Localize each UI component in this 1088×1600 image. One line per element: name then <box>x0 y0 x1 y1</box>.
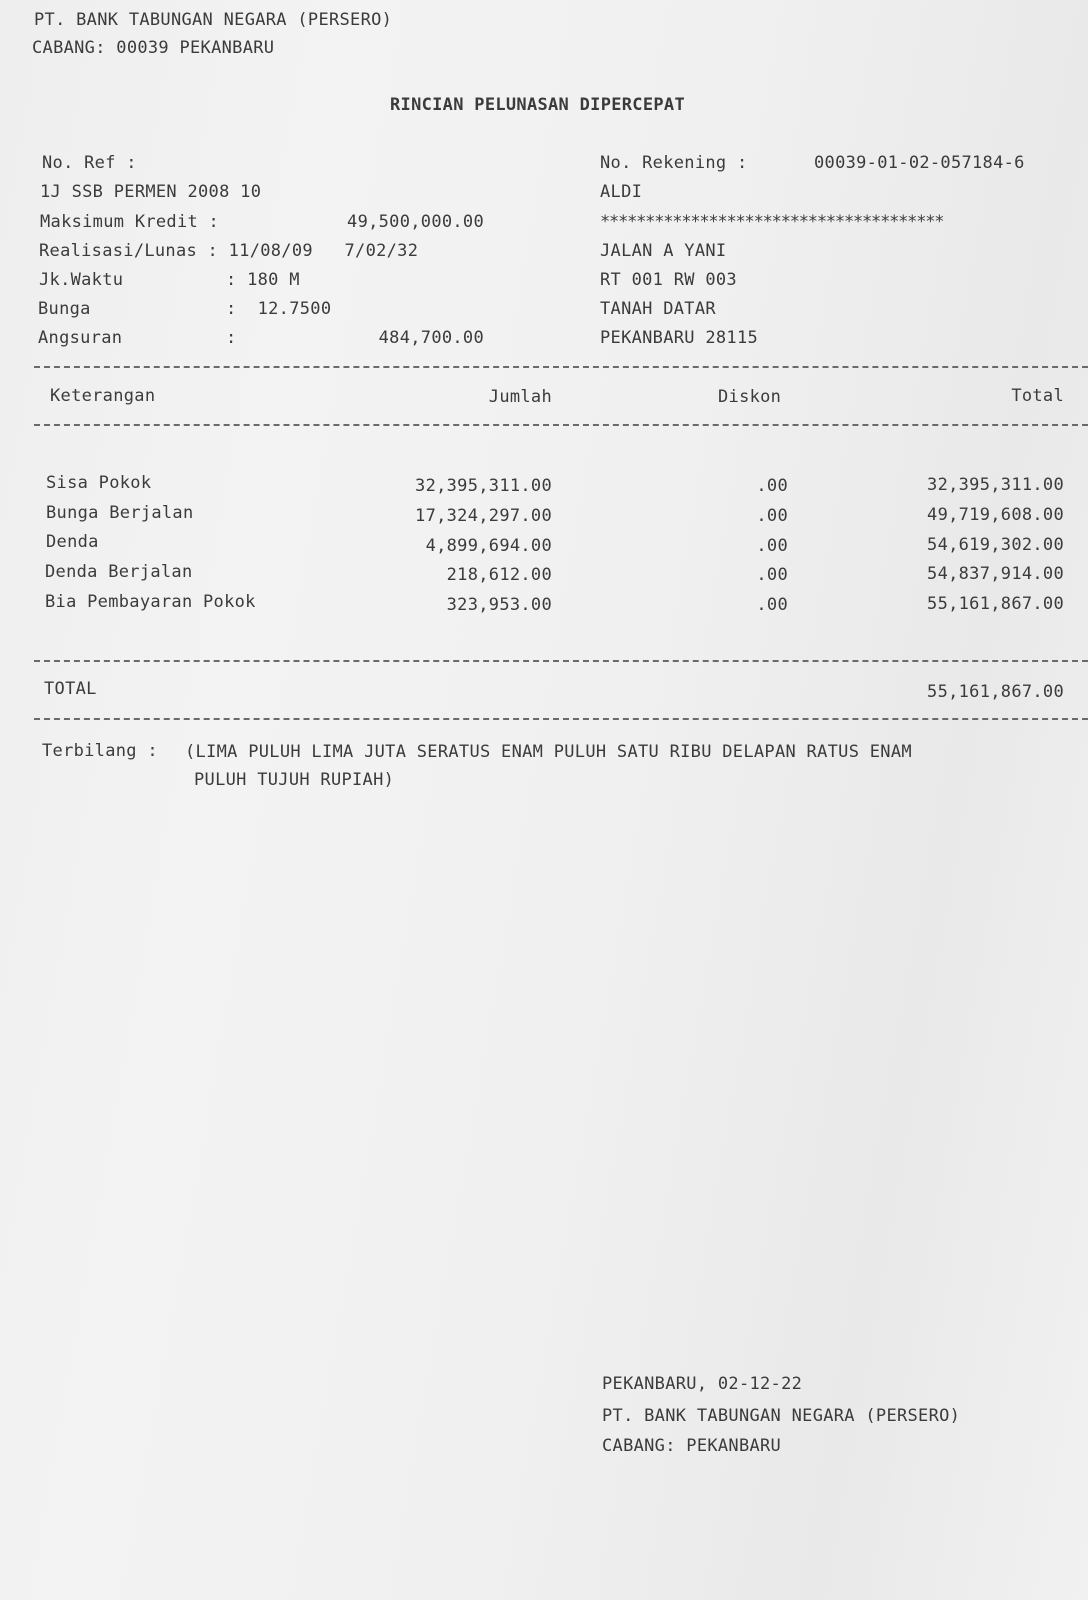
total-value: 55,161,867.00 <box>927 682 1064 702</box>
row-jumlah: 4,899,694.00 <box>425 536 552 556</box>
max-credit-value: 49,500,000.00 <box>347 212 484 232</box>
jk-waktu-label: Jk.Waktu <box>39 270 124 290</box>
ref-value: 1J SSB PERMEN 2008 10 <box>40 182 262 202</box>
bank-name-header: PT. BANK TABUNGAN NEGARA (PERSERO) <box>34 10 393 30</box>
rekening-label: No. Rekening : <box>600 153 748 173</box>
row-total: 55,161,867.00 <box>927 594 1064 614</box>
address-line-3: TANAH DATAR <box>600 299 716 319</box>
terbilang-line-1: (LIMA PULUH LIMA JUTA SERATUS ENAM PULUH SATU RIBU DELAPAN RATUS ENAM <box>185 742 912 762</box>
divider <box>34 718 1088 720</box>
bunga-value: : 12.7500 <box>226 299 332 319</box>
row-keterangan: Sisa Pokok <box>46 473 152 493</box>
terbilang-line-2: PULUH TUJUH RUPIAH) <box>194 770 395 790</box>
row-total: 49,719,608.00 <box>927 505 1064 525</box>
row-diskon: .00 <box>756 595 788 615</box>
divider <box>34 660 1088 662</box>
row-total: 54,837,914.00 <box>927 564 1064 584</box>
col-header-keterangan: Keterangan <box>50 386 156 406</box>
address-line-4: PEKANBARU 28115 <box>600 328 759 348</box>
row-total: 54,619,302.00 <box>927 535 1064 555</box>
jk-waktu-value: : 180 M <box>226 270 300 290</box>
footer-place-date: PEKANBARU, 02-12-22 <box>602 1374 803 1394</box>
angsuran-label: Angsuran <box>38 328 123 348</box>
terbilang-label: Terbilang : <box>42 741 158 761</box>
total-label: TOTAL <box>44 679 97 699</box>
row-keterangan: Denda <box>46 532 99 552</box>
divider <box>34 366 1088 368</box>
row-diskon: .00 <box>756 506 788 526</box>
row-jumlah: 218,612.00 <box>446 565 552 585</box>
footer-bank-name: PT. BANK TABUNGAN NEGARA (PERSERO) <box>602 1406 961 1426</box>
row-diskon: .00 <box>756 565 788 585</box>
masked-line: ************************************** <box>600 212 944 232</box>
angsuran-value: 484,700.00 <box>378 328 484 348</box>
row-jumlah: 17,324,297.00 <box>415 506 552 526</box>
col-header-total: Total <box>1011 386 1064 406</box>
row-keterangan: Bia Pembayaran Pokok <box>45 592 256 612</box>
address-line-1: JALAN A YANI <box>600 241 727 261</box>
row-diskon: .00 <box>756 476 788 496</box>
ref-label: No. Ref : <box>42 153 137 173</box>
max-credit-label: Maksimum Kredit : <box>40 212 220 232</box>
row-diskon: .00 <box>756 536 788 556</box>
row-total: 32,395,311.00 <box>927 475 1064 495</box>
row-jumlah: 32,395,311.00 <box>415 476 552 496</box>
row-jumlah: 323,953.00 <box>446 595 552 615</box>
row-keterangan: Bunga Berjalan <box>46 503 194 523</box>
realisasi-lunas: Realisasi/Lunas : 11/08/09 7/02/32 <box>39 241 419 261</box>
address-line-2: RT 001 RW 003 <box>600 270 737 290</box>
divider <box>34 424 1088 426</box>
angsuran-colon: : <box>226 328 237 348</box>
col-header-diskon: Diskon <box>718 387 782 407</box>
customer-name: ALDI <box>600 182 643 202</box>
bunga-label: Bunga <box>38 299 91 319</box>
document-title: RINCIAN PELUNASAN DIPERCEPAT <box>390 95 685 115</box>
col-header-jumlah: Jumlah <box>488 387 552 407</box>
footer-branch: CABANG: PEKANBARU <box>602 1436 782 1456</box>
row-keterangan: Denda Berjalan <box>45 562 193 582</box>
rekening-value: 00039-01-02-057184-6 <box>814 153 1025 173</box>
branch-header: CABANG: 00039 PEKANBARU <box>32 38 275 58</box>
